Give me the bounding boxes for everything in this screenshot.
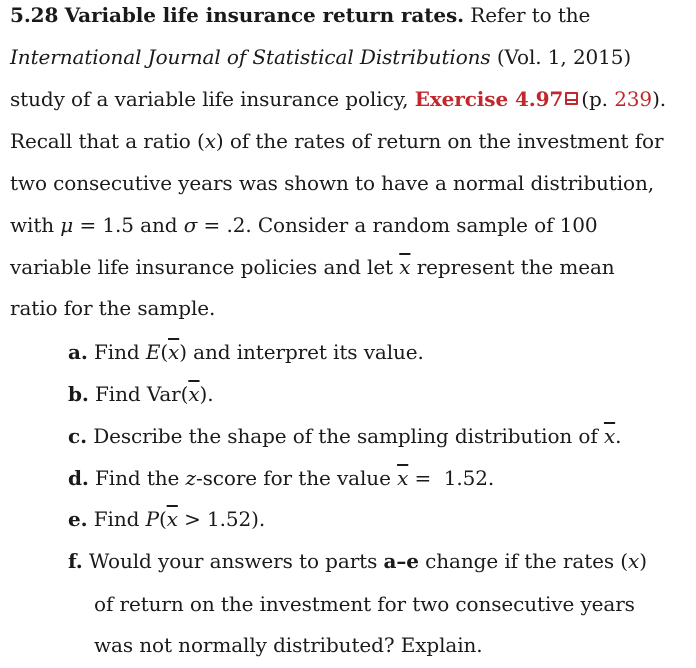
intro-text-1: Refer to the bbox=[463, 3, 591, 27]
line6-text-c: = .2. Consider a random sample of 100 bbox=[197, 213, 598, 237]
problem-line-8: ratio for the sample. bbox=[10, 296, 216, 320]
part-b-text-1: Find Var( bbox=[88, 382, 189, 406]
part-b-text-2: ). bbox=[199, 382, 214, 406]
xbar-symbol: $\overline{x}$ bbox=[399, 255, 411, 279]
mu-symbol: μ bbox=[60, 213, 74, 237]
journal-name: International Journal of Statistical Distributions bbox=[10, 45, 491, 69]
problem-line-3 bbox=[10, 85, 666, 113]
variable-x: x bbox=[628, 549, 640, 573]
probability-symbol: P bbox=[145, 507, 159, 531]
part-c-label: c. bbox=[68, 424, 87, 448]
part-f-label: f. bbox=[68, 549, 83, 573]
intro-text-2: (Vol. 1, 2015) bbox=[490, 45, 632, 69]
part-f-line-3: was not normally distributed? Explain. bbox=[94, 633, 483, 657]
part-e-text-1: Find bbox=[87, 507, 146, 531]
part-a-text-2: and interpret its value. bbox=[186, 340, 424, 364]
part-f-text-1: Would your answers to parts bbox=[82, 549, 384, 573]
part-d-text-2: -score for the value bbox=[195, 466, 398, 490]
line6-text-a: with bbox=[10, 213, 61, 237]
variable-x: x bbox=[204, 129, 216, 153]
part-f-text-2: change if the rates ( bbox=[418, 549, 629, 573]
line4-text-a: Recall that a ratio ( bbox=[10, 129, 205, 153]
part-d-text-3: = 1.52. bbox=[408, 466, 495, 490]
part-e-text-2: > 1.52). bbox=[177, 507, 266, 531]
line6-text-b: = 1.5 and bbox=[73, 213, 184, 237]
problem-title: Variable life insurance return rates. bbox=[64, 3, 464, 27]
part-f-range: a–e bbox=[383, 549, 419, 573]
xbar-symbol: $\overline{x}$ bbox=[397, 466, 409, 490]
part-f bbox=[68, 547, 647, 575]
problem-line-2 bbox=[10, 43, 631, 71]
page-ref-close: ). bbox=[652, 87, 667, 111]
exercise-link[interactable]: Exercise 4.97 bbox=[414, 87, 564, 111]
line7-text-a: variable life insurance policies and let bbox=[10, 255, 400, 279]
part-e-label: e. bbox=[68, 507, 88, 531]
part-a bbox=[68, 338, 424, 366]
part-a-label: a. bbox=[68, 340, 88, 364]
part-e bbox=[68, 505, 265, 533]
part-a-text-1: Find bbox=[87, 340, 146, 364]
external-link-icon[interactable] bbox=[565, 92, 578, 105]
xbar-symbol: $\overline{x}$ bbox=[166, 507, 178, 531]
xbar-symbol: $\overline{x}$ bbox=[188, 382, 200, 406]
problem-line-6 bbox=[10, 211, 598, 239]
part-c bbox=[68, 422, 621, 450]
line7-text-b: represent the mean bbox=[410, 255, 615, 279]
part-c-text-2: . bbox=[615, 424, 622, 448]
problem-line-7 bbox=[10, 253, 615, 281]
part-a-open: ( bbox=[160, 340, 169, 364]
part-d bbox=[68, 464, 494, 492]
part-f-text-3: ) bbox=[639, 549, 647, 573]
page-link[interactable]: 239 bbox=[614, 87, 653, 111]
part-c-text-1: Describe the shape of the sampling distribution of bbox=[86, 424, 604, 448]
part-a-close: ) bbox=[179, 340, 187, 364]
part-b-label: b. bbox=[68, 382, 89, 406]
part-d-label: d. bbox=[68, 466, 89, 490]
part-e-open: ( bbox=[158, 507, 167, 531]
problem-number: 5.28 bbox=[10, 3, 59, 27]
problem-line-4 bbox=[10, 127, 663, 155]
line4-text-b: ) of the rates of return on the investment for bbox=[215, 129, 664, 153]
problem-line-1 bbox=[10, 1, 590, 29]
problem-line-5: two consecutive years was shown to have a normal distribution, bbox=[10, 171, 655, 195]
sigma-symbol: σ bbox=[183, 213, 198, 237]
expectation-symbol: E bbox=[145, 340, 161, 364]
xbar-symbol: $\overline{x}$ bbox=[168, 340, 180, 364]
z-symbol: z bbox=[185, 466, 196, 490]
xbar-symbol: $\overline{x}$ bbox=[603, 424, 616, 448]
line3-text: study of a variable life insurance policy, bbox=[10, 87, 415, 111]
part-b bbox=[68, 380, 213, 408]
part-f-line-2: of return on the investment for two consecutive years bbox=[94, 592, 635, 616]
page-ref-open: (p. bbox=[581, 87, 615, 111]
part-d-text-1: Find the bbox=[88, 466, 186, 490]
